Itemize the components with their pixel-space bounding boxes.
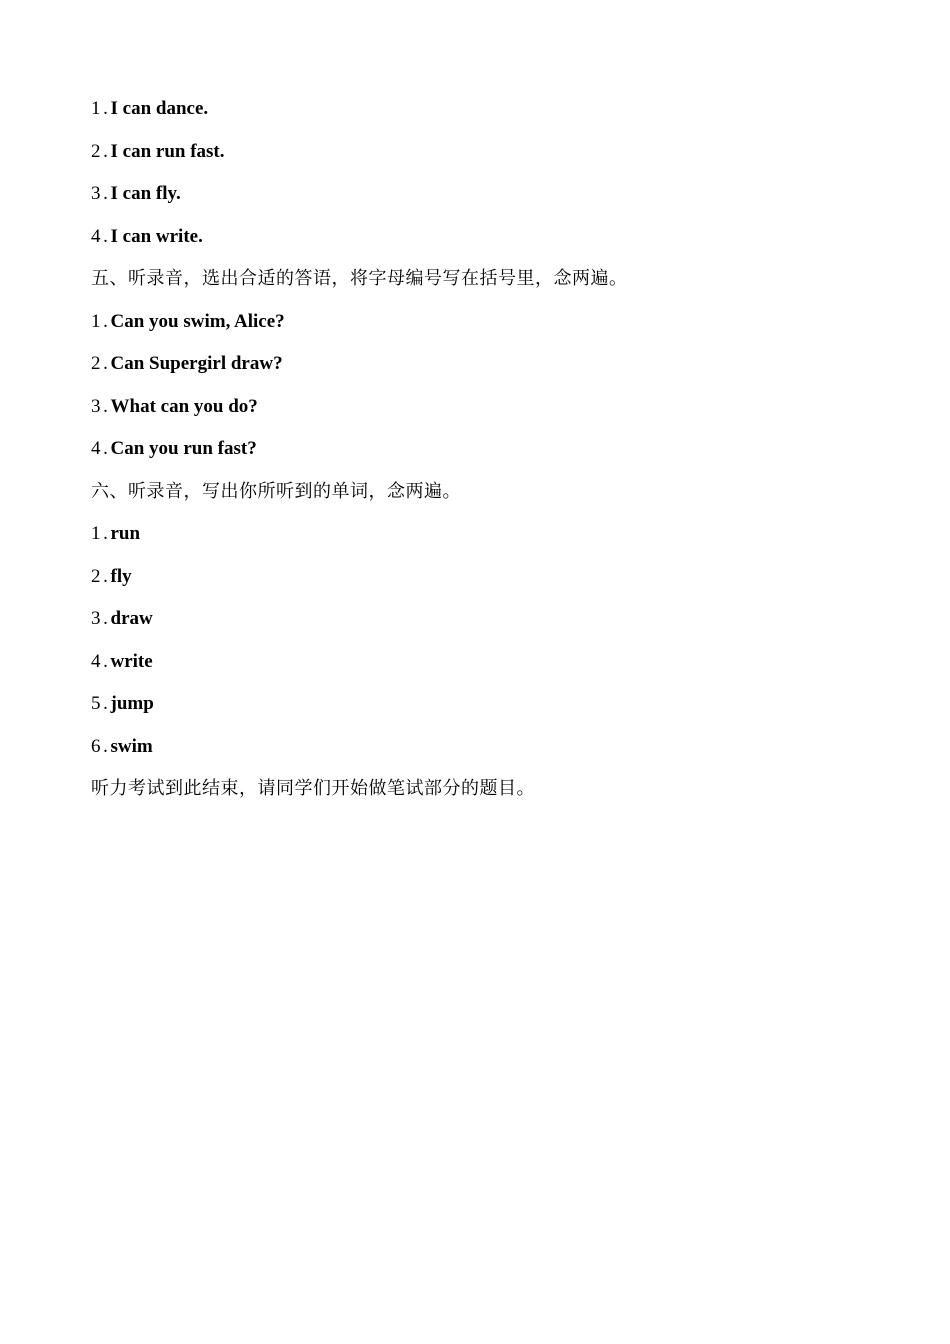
item-separator: . <box>103 565 108 587</box>
item-number: 2 <box>91 353 101 374</box>
section5-heading: 五、听录音，选出合适的答语，将字母编号写在括号里，念两遍。 <box>91 268 628 289</box>
section4-item-3 <box>91 181 871 224</box>
item-separator: . <box>103 98 108 119</box>
item-separator: . <box>103 523 108 544</box>
section5-item-2 <box>91 351 871 394</box>
item-number: 1 <box>91 310 101 332</box>
section4-item-4 <box>91 224 871 267</box>
item-text: write <box>110 650 153 672</box>
item-text: draw <box>110 608 153 629</box>
item-text: What can you do? <box>110 395 258 417</box>
section4-item-2 <box>91 139 871 182</box>
item-text: Can you run fast? <box>110 438 257 459</box>
item-number: 2 <box>91 140 101 162</box>
item-text: I can run fast. <box>110 140 225 162</box>
item-separator: . <box>103 735 108 757</box>
item-text: Can you swim, Alice? <box>110 310 285 332</box>
item-separator: . <box>103 183 108 204</box>
item-number: 3 <box>91 395 101 417</box>
item-text: I can fly. <box>110 183 181 204</box>
item-separator: . <box>103 225 108 247</box>
section4-item-1 <box>91 96 871 139</box>
item-number: 3 <box>91 183 101 204</box>
item-text: I can write. <box>110 225 203 247</box>
section6-item-6 <box>91 734 871 777</box>
item-separator: . <box>103 650 108 672</box>
item-separator: . <box>103 140 108 162</box>
section5-item-4 <box>91 436 871 479</box>
item-separator: . <box>103 608 108 629</box>
item-number: 3 <box>91 608 101 629</box>
item-number: 4 <box>91 225 101 247</box>
item-separator: . <box>103 353 108 374</box>
item-separator: . <box>103 693 108 714</box>
section6-heading: 六、听录音，写出你所听到的单词，念两遍。 <box>91 480 461 502</box>
item-text: jump <box>110 693 154 714</box>
item-text: I can dance. <box>110 98 209 119</box>
item-number: 4 <box>91 650 101 672</box>
item-number: 2 <box>91 565 101 587</box>
item-number: 1 <box>91 98 101 119</box>
item-text: Can Supergirl draw? <box>110 353 283 374</box>
document-page <box>91 96 871 819</box>
section6-item-4 <box>91 649 871 692</box>
item-number: 1 <box>91 523 101 544</box>
item-separator: . <box>103 310 108 332</box>
section6-item-3 <box>91 606 871 649</box>
item-number: 5 <box>91 693 101 714</box>
item-text: swim <box>110 735 153 757</box>
section5-item-3 <box>91 394 871 437</box>
item-separator: . <box>103 438 108 459</box>
item-number: 6 <box>91 735 101 757</box>
section6-item-1 <box>91 521 871 564</box>
section6-item-5 <box>91 691 871 734</box>
item-text: run <box>110 523 141 544</box>
section6-item-2 <box>91 564 871 607</box>
section5-item-1 <box>91 309 871 352</box>
item-number: 4 <box>91 438 101 459</box>
item-text: fly <box>110 565 132 587</box>
closing-note: 听力考试到此结束，请同学们开始做笔试部分的题目。 <box>91 778 535 799</box>
item-separator: . <box>103 395 108 417</box>
